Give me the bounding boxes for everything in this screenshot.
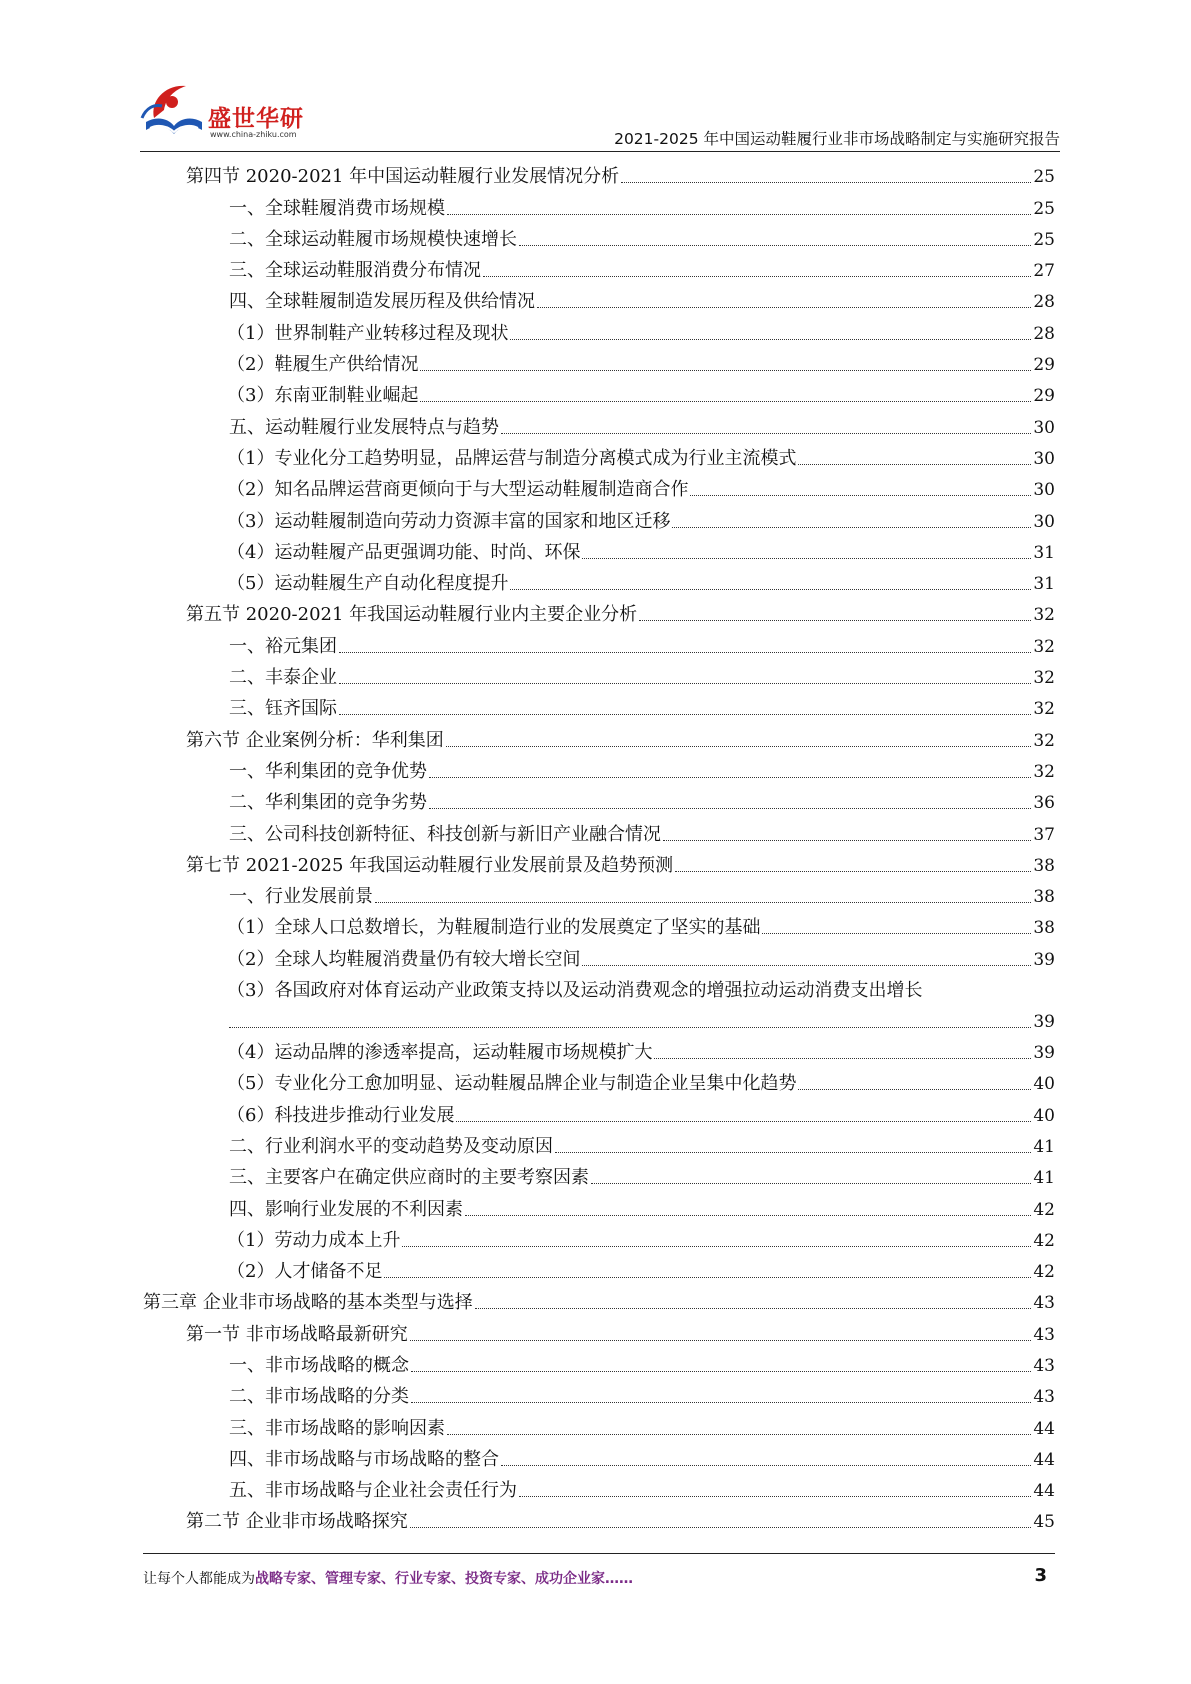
toc-entry[interactable] — [143, 440, 1055, 471]
toc-entry[interactable] — [143, 1472, 1055, 1503]
toc-entry-page: 43 — [1033, 1387, 1055, 1408]
toc-entry[interactable] — [143, 158, 1055, 189]
toc-entry[interactable] — [143, 408, 1055, 439]
toc-entry-page: 32 — [1033, 636, 1055, 657]
toc-entry-title: （2）全球人均鞋履消费量仍有较大增长空间 — [227, 948, 581, 970]
toc-entry-page: 32 — [1033, 730, 1055, 751]
toc-entry[interactable] — [143, 1190, 1055, 1221]
toc-entry-page: 29 — [1033, 386, 1055, 407]
toc-entry-title: （1）专业化分工趋势明显，品牌运营与制造分离模式成为行业主流模式 — [227, 447, 797, 469]
toc-entry-title: （3）各国政府对体育运动产业政策支持以及运动消费观念的增强拉动运动消费支出增长 — [227, 979, 923, 1001]
toc-entry-page: 30 — [1033, 417, 1055, 438]
toc-entry[interactable] — [143, 1347, 1055, 1378]
toc-entry[interactable] — [143, 314, 1055, 345]
toc-entry-title: 二、全球运动鞋履市场规模快速增长 — [229, 228, 517, 250]
toc-entry-title: （5）运动鞋履生产自动化程度提升 — [227, 573, 509, 595]
toc-entry-page: 43 — [1033, 1293, 1055, 1314]
toc-entry-title: 第四节 2020-2021 年中国运动鞋履行业发展情况分析 — [186, 166, 620, 188]
company-logo — [140, 78, 315, 148]
toc-entry[interactable] — [143, 1503, 1055, 1534]
toc-entry-title: 三、主要客户在确定供应商时的主要考察因素 — [229, 1167, 589, 1189]
toc-entry[interactable] — [143, 534, 1055, 565]
toc-entry[interactable] — [143, 1096, 1055, 1127]
toc-entry-page: 32 — [1033, 605, 1055, 626]
page-header — [140, 78, 1060, 150]
toc-entry-page: 41 — [1033, 1168, 1055, 1189]
toc-dot-leader — [591, 1183, 1031, 1184]
toc-entry[interactable] — [143, 346, 1055, 377]
toc-entry-title: 一、行业发展前景 — [229, 886, 373, 908]
toc-entry-title: 三、公司科技创新特征、科技创新与新旧产业融合情况 — [229, 823, 661, 845]
toc-entry-page: 44 — [1033, 1481, 1055, 1502]
toc-dot-leader — [675, 871, 1031, 872]
book-swoosh-icon — [140, 78, 210, 148]
toc-entry-title: 第三章 企业非市场战略的基本类型与选择 — [143, 1292, 473, 1314]
toc-entry-title: 二、行业利润水平的变动趋势及变动原因 — [229, 1135, 553, 1157]
toc-entry-title: （2）人才储备不足 — [227, 1261, 383, 1283]
toc-entry-page: 45 — [1033, 1512, 1055, 1533]
toc-entry-page: 43 — [1033, 1355, 1055, 1376]
toc-dot-leader — [537, 307, 1031, 308]
toc-dot-leader — [798, 1089, 1031, 1090]
toc-entry-title: 第六节 企业案例分析：华利集团 — [186, 729, 444, 751]
toc-dot-leader — [555, 1152, 1031, 1153]
toc-dot-leader — [429, 808, 1031, 809]
toc-entry-title: （2）知名品牌运营商更倾向于与大型运动鞋履制造商合作 — [227, 479, 689, 501]
toc-dot-leader — [384, 1277, 1031, 1278]
toc-entry[interactable] — [143, 940, 1055, 971]
toc-entry-title: 第二节 企业非市场战略探究 — [186, 1511, 408, 1533]
toc-entry-title: 第一节 非市场战略最新研究 — [186, 1323, 408, 1345]
toc-entry[interactable] — [143, 377, 1055, 408]
toc-dot-leader — [375, 902, 1031, 903]
toc-entry-page: 32 — [1033, 699, 1055, 720]
toc-entry-title: 第七节 2021-2025 年我国运动鞋履行业发展前景及趋势预测 — [186, 854, 674, 876]
toc-dot-leader — [690, 495, 1031, 496]
toc-entry[interactable] — [143, 471, 1055, 502]
toc-entry-page: 38 — [1033, 918, 1055, 939]
document-title: 2021-2025 年中国运动鞋履行业非市场战略制定与实施研究报告 — [614, 130, 1060, 148]
toc-entry-title: （1）世界制鞋产业转移过程及现状 — [227, 322, 509, 344]
toc-entry-page: 44 — [1033, 1418, 1055, 1439]
toc-entry-title: 一、华利集团的竞争优势 — [229, 760, 427, 782]
toc-entry-page: 25 — [1033, 229, 1055, 250]
toc-dot-leader — [339, 683, 1031, 684]
toc-entry-page: 41 — [1033, 1136, 1055, 1157]
toc-entry-page: 38 — [1033, 887, 1055, 908]
toc-entry-page: 25 — [1033, 167, 1055, 188]
toc-entry-page: 36 — [1033, 793, 1055, 814]
toc-entry-page: 38 — [1033, 855, 1055, 876]
toc-entry-page: 40 — [1033, 1074, 1055, 1095]
toc-entry[interactable] — [143, 627, 1055, 658]
toc-dot-leader — [798, 464, 1031, 465]
toc-entry-page: 30 — [1033, 511, 1055, 532]
toc-entry[interactable] — [143, 221, 1055, 252]
toc-dot-leader — [229, 1027, 1031, 1028]
toc-dot-leader — [519, 245, 1031, 246]
toc-dot-leader — [582, 558, 1031, 559]
logo-name: 盛世华研 — [208, 106, 304, 132]
toc-entry-page: 42 — [1033, 1199, 1055, 1220]
toc-entry-page: 37 — [1033, 824, 1055, 845]
toc-entry[interactable] — [143, 596, 1055, 627]
toc-entry[interactable] — [143, 189, 1055, 220]
toc-entry[interactable] — [143, 1253, 1055, 1284]
toc-entry-page: 25 — [1033, 198, 1055, 219]
page-footer — [143, 1565, 1055, 1592]
toc-entry-title: 二、非市场战略的分类 — [229, 1386, 409, 1408]
footer-slogan-highlight: 战略专家、管理专家、行业专家、投资专家、成功企业家…… — [255, 1571, 633, 1587]
toc-entry[interactable] — [143, 1284, 1055, 1315]
toc-entry[interactable] — [143, 1441, 1055, 1472]
toc-entry-title: 五、非市场战略与企业社会责任行为 — [229, 1480, 517, 1502]
toc-entry-title: 三、全球运动鞋服消费分布情况 — [229, 260, 481, 282]
toc-entry-page: 31 — [1033, 574, 1055, 595]
toc-entry-title: （2）鞋履生产供给情况 — [227, 354, 419, 376]
toc-entry-page: 31 — [1033, 542, 1055, 563]
toc-entry-title: （6）科技进步推动行业发展 — [227, 1104, 455, 1126]
toc-entry[interactable] — [143, 502, 1055, 533]
toc-dot-leader — [420, 370, 1031, 371]
toc-entry-title: （1）全球人口总数增长，为鞋履制造行业的发展奠定了坚实的基础 — [227, 917, 761, 939]
toc-dot-leader — [621, 182, 1031, 183]
toc-dot-leader — [582, 965, 1031, 966]
toc-entry[interactable] — [143, 972, 1055, 1034]
toc-dot-leader — [410, 1340, 1032, 1341]
toc-entry-title: 五、运动鞋履行业发展特点与趋势 — [229, 416, 499, 438]
toc-entry-page: 32 — [1033, 668, 1055, 689]
footer-divider — [143, 1553, 1055, 1554]
toc-dot-leader — [510, 589, 1031, 590]
table-of-contents — [143, 158, 1055, 1534]
toc-entry-page: 44 — [1033, 1449, 1055, 1470]
toc-entry-page: 42 — [1033, 1262, 1055, 1283]
toc-entry-title: 第五节 2020-2021 年我国运动鞋履行业内主要企业分析 — [186, 604, 638, 626]
toc-entry[interactable] — [143, 1222, 1055, 1253]
toc-dot-leader — [519, 1496, 1031, 1497]
toc-entry[interactable] — [143, 784, 1055, 815]
toc-entry-page: 42 — [1033, 1230, 1055, 1251]
toc-entry-page: 39 — [1033, 1043, 1055, 1064]
toc-dot-leader — [411, 1371, 1031, 1372]
toc-entry[interactable] — [143, 1315, 1055, 1346]
toc-entry-title: （1）劳动力成本上升 — [227, 1229, 401, 1251]
toc-dot-leader — [483, 276, 1031, 277]
toc-entry-title: （5）专业化分工愈加明显、运动鞋履品牌企业与制造企业呈集中化趋势 — [227, 1073, 797, 1095]
toc-entry-title: 一、全球鞋履消费市场规模 — [229, 197, 445, 219]
toc-dot-leader — [339, 714, 1031, 715]
toc-dot-leader — [501, 433, 1031, 434]
toc-dot-leader — [339, 652, 1031, 653]
toc-dot-leader — [410, 1527, 1032, 1528]
toc-entry-page: 28 — [1033, 292, 1055, 313]
toc-dot-leader — [447, 1434, 1031, 1435]
toc-entry[interactable] — [143, 753, 1055, 784]
toc-entry-title: 三、非市场战略的影响因素 — [229, 1417, 445, 1439]
toc-entry[interactable] — [143, 909, 1055, 940]
toc-entry-title: 一、非市场战略的概念 — [229, 1354, 409, 1376]
toc-dot-leader — [510, 339, 1031, 340]
toc-entry-page: 39 — [1033, 1011, 1055, 1032]
toc-entry[interactable] — [143, 1409, 1055, 1440]
toc-entry[interactable] — [143, 878, 1055, 909]
page-number: 3 — [1034, 1565, 1047, 1586]
toc-entry-title: 一、裕元集团 — [229, 635, 337, 657]
toc-entry-page: 30 — [1033, 480, 1055, 501]
toc-entry-title: （3）东南亚制鞋业崛起 — [227, 385, 419, 407]
toc-dot-leader — [501, 1465, 1031, 1466]
toc-entry-title: 四、影响行业发展的不利因素 — [229, 1198, 463, 1220]
toc-entry[interactable] — [143, 815, 1055, 846]
toc-entry[interactable] — [143, 1128, 1055, 1159]
toc-entry[interactable] — [143, 847, 1055, 878]
toc-dot-leader — [762, 933, 1031, 934]
toc-entry-page: 29 — [1033, 355, 1055, 376]
toc-dot-leader — [639, 620, 1031, 621]
toc-entry[interactable] — [143, 659, 1055, 690]
toc-entry[interactable] — [143, 690, 1055, 721]
toc-entry-title: 二、华利集团的竞争劣势 — [229, 792, 427, 814]
toc-dot-leader — [672, 527, 1031, 528]
footer-slogan-prefix: 让每个人都能成为 — [143, 1571, 255, 1587]
toc-entry-title: （4）运动鞋履产品更强调功能、时尚、环保 — [227, 541, 581, 563]
toc-dot-leader — [456, 1121, 1031, 1122]
toc-entry-page: 32 — [1033, 761, 1055, 782]
toc-entry[interactable] — [143, 721, 1055, 752]
toc-entry-title: 四、非市场战略与市场战略的整合 — [229, 1448, 499, 1470]
toc-entry[interactable] — [143, 1159, 1055, 1190]
toc-entry[interactable] — [143, 1065, 1055, 1096]
toc-entry-title: （4）运动品牌的渗透率提高，运动鞋履市场规模扩大 — [227, 1042, 653, 1064]
toc-entry-title: 三、钰齐国际 — [229, 698, 337, 720]
toc-entry-page: 30 — [1033, 448, 1055, 469]
toc-entry-page: 43 — [1033, 1324, 1055, 1345]
toc-dot-leader — [402, 1246, 1031, 1247]
toc-entry-title: 四、全球鞋履制造发展历程及供给情况 — [229, 291, 535, 313]
toc-dot-leader — [465, 1215, 1031, 1216]
toc-entry-page: 39 — [1033, 949, 1055, 970]
toc-entry[interactable] — [143, 1378, 1055, 1409]
toc-entry-page: 40 — [1033, 1105, 1055, 1126]
toc-entry-page: 27 — [1033, 261, 1055, 282]
toc-entry[interactable] — [143, 565, 1055, 596]
toc-dot-leader — [420, 401, 1031, 402]
toc-dot-leader — [475, 1308, 1032, 1309]
toc-dot-leader — [654, 1058, 1031, 1059]
logo-url: www.china-zhiku.com — [210, 130, 297, 139]
toc-entry-title: （3）运动鞋履制造向劳动力资源丰富的国家和地区迁移 — [227, 510, 671, 532]
toc-entry-page: 28 — [1033, 323, 1055, 344]
header-divider — [140, 151, 1060, 152]
toc-dot-leader — [429, 777, 1031, 778]
toc-dot-leader — [446, 746, 1032, 747]
toc-dot-leader — [663, 840, 1031, 841]
toc-entry[interactable] — [143, 252, 1055, 283]
toc-entry-title: 二、丰泰企业 — [229, 667, 337, 689]
toc-dot-leader — [411, 1402, 1031, 1403]
toc-entry[interactable] — [143, 283, 1055, 314]
toc-dot-leader — [447, 214, 1031, 215]
toc-entry[interactable] — [143, 1034, 1055, 1065]
